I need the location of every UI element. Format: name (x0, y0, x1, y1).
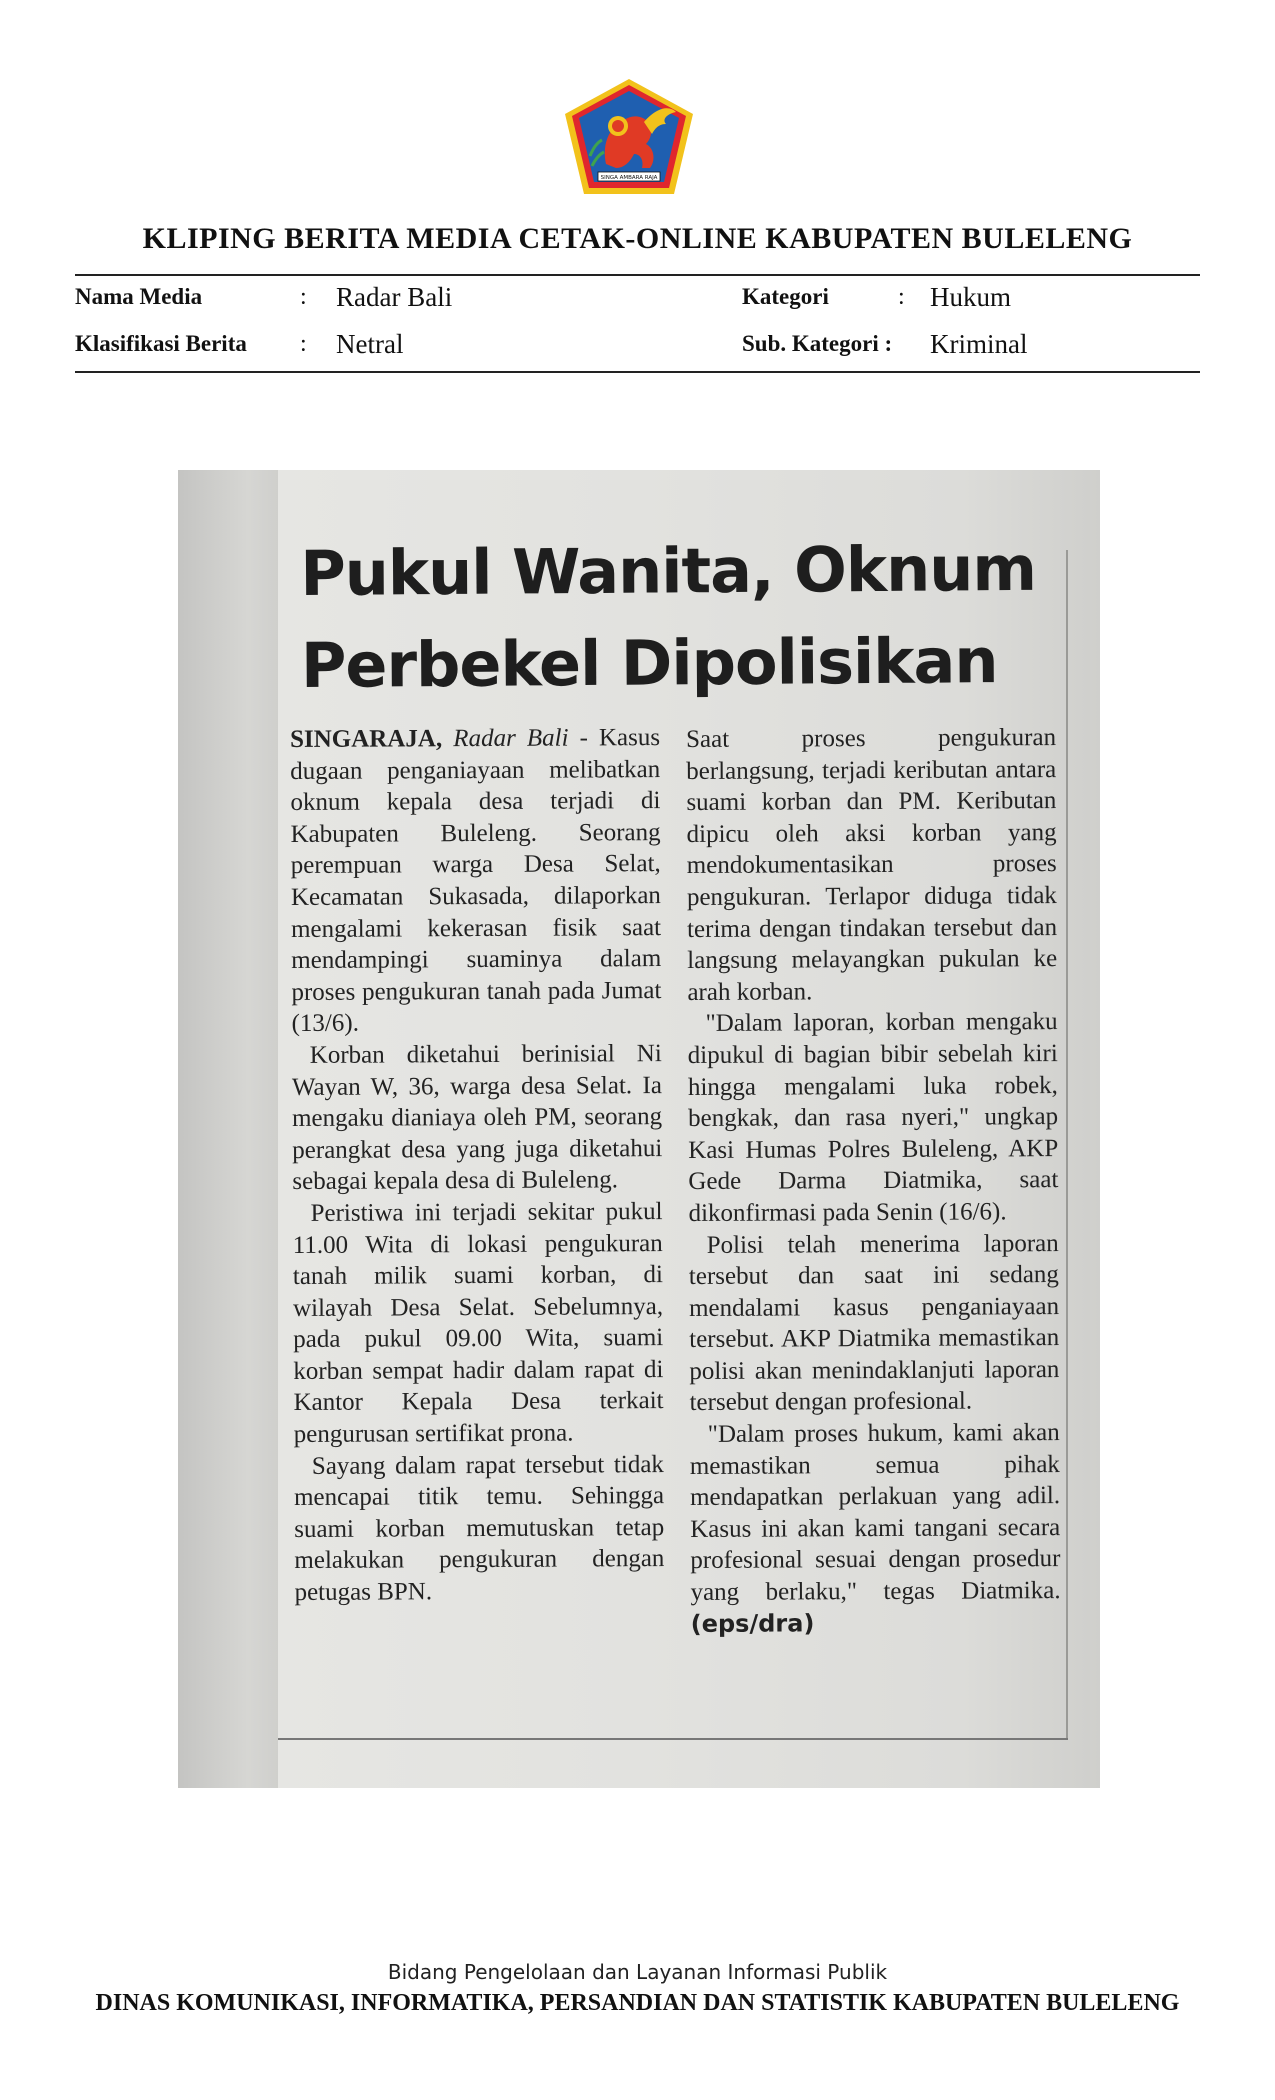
paragraph: Polisi telah menerima laporan tersebut dan saat ini sedang mendalami kasus penganiayaan tersebut. AKP Diatmika memastikan polisi akan menindaklanjuti laporan tersebut dengan profesional. (688, 1229, 1060, 1417)
sub-kategori-label-text: Sub. Kategori (742, 331, 879, 356)
paragraph: Sayang dalam rapat tersebut tidak mencapai titik temu. Sehingga suami korban memutuskan tetap melakukan pengukuran dengan petugas BPN. (293, 1450, 665, 1607)
headline-line-1: Pukul Wanita, Oknum (300, 531, 1037, 610)
kategori-label: Kategori (742, 284, 829, 309)
nama-media-label: Nama Media (75, 284, 203, 309)
emblem-caption: SINGA AMBARA RAJA (600, 175, 658, 181)
colon: : (300, 331, 307, 357)
bottom-rule (278, 1738, 1068, 1740)
paragraph-text: "Dalam proses hukum, kami akan memastikan semua pihak mendapatkan perlakuan yang adil. Kasus ini akan kami tangani secara profesional sesuai dengan prosedur yang berlaku," tegas Diatmika. (689, 1419, 1061, 1607)
paragraph (690, 1417, 1061, 1640)
sub-kategori-label (742, 329, 892, 359)
page-title: KLIPING BERITA MEDIA CETAK-ONLINE KABUPATEN BULELENG (142, 222, 1133, 255)
footer-department: Bidang Pengelolaan dan Layanan Informasi Publik (387, 1960, 888, 1984)
author-signature: (eps/dra) (690, 1608, 815, 1638)
klasifikasi-value: Netral (336, 329, 404, 359)
colon: : (898, 284, 905, 310)
paragraph (290, 722, 662, 1040)
dateline: SINGARAJA, (290, 725, 443, 753)
source-name: Radar Bali (453, 724, 569, 753)
paragraph: "Dalam laporan, korban mengaku dipukul di bagian bibir sebelah kiri hingga mengalami luka robek, bengkak, dan rasa nyeri," ungkap Kasi Humas Polres Buleleng, AKP Gede Darma Diatmika, saat dikonfirmasi pada Senin (16/6). (687, 1008, 1059, 1227)
article-column-right (686, 722, 1061, 1640)
paper-fold (178, 470, 278, 1788)
paragraph: Saat proses pengukuran berlangsung, terjadi keributan antara suami korban dan PM. Keributan dipicu oleh aksi korban yang mendokumentasikan proses pengukuran. Terlapor diduga tidak terima dengan tindakan tersebut dan langsung melayangkan pukulan ke arah korban. (686, 724, 1058, 1006)
paragraph-text: - Kasus dugaan penganiayaan melibatkan oknum kepala desa terjadi di Kabupaten Buleleng. Seorang perempuan warga Desa Selat, Kecamatan Sukasada, dilaporkan mengalami kekerasan fisik saat mendampingi suaminya dalam proses pengukuran tanah pada Jumat (13/6). (290, 724, 662, 1038)
colon: : (300, 284, 307, 310)
sub-kategori-value: Kriminal (930, 329, 1028, 359)
header-divider (75, 274, 1200, 276)
headline-line-2: Perbekel Dipolisikan (300, 624, 998, 702)
column-rule (1066, 550, 1068, 1740)
article-column-left (290, 722, 665, 1609)
paragraph: Peristiwa ini terjadi sekitar pukul 11.00 Wita di lokasi pengukuran tanah milik suami korban, di wilayah Desa Selat. Sebelumnya, pada pukul 09.00 Wita, suami korban sempat hadir dalam rapat di Kantor Kepala Desa terkait pengurusan sertifikat prona. (292, 1197, 664, 1449)
footer-agency: DINAS KOMUNIKASI, INFORMATIKA, PERSANDIAN DAN STATISTIK KABUPATEN BULELENG (95, 1990, 1180, 2016)
kategori-value: Hukum (930, 282, 1011, 312)
newspaper-clipping (178, 470, 1100, 1788)
article-headline (300, 523, 1061, 712)
klasifikasi-label: Klasifikasi Berita (75, 331, 247, 356)
nama-media-value: Radar Bali (336, 282, 453, 312)
meta-divider (75, 371, 1200, 373)
colon: : (884, 331, 893, 356)
buleleng-emblem-icon (562, 76, 696, 198)
paragraph: Korban diketahui berinisial Ni Wayan W, 36, warga desa Selat. Ia mengaku dianiaya oleh PM, seorang perangkat desa yang juga diketahui sebagai kepala desa di Buleleng. (291, 1039, 663, 1196)
